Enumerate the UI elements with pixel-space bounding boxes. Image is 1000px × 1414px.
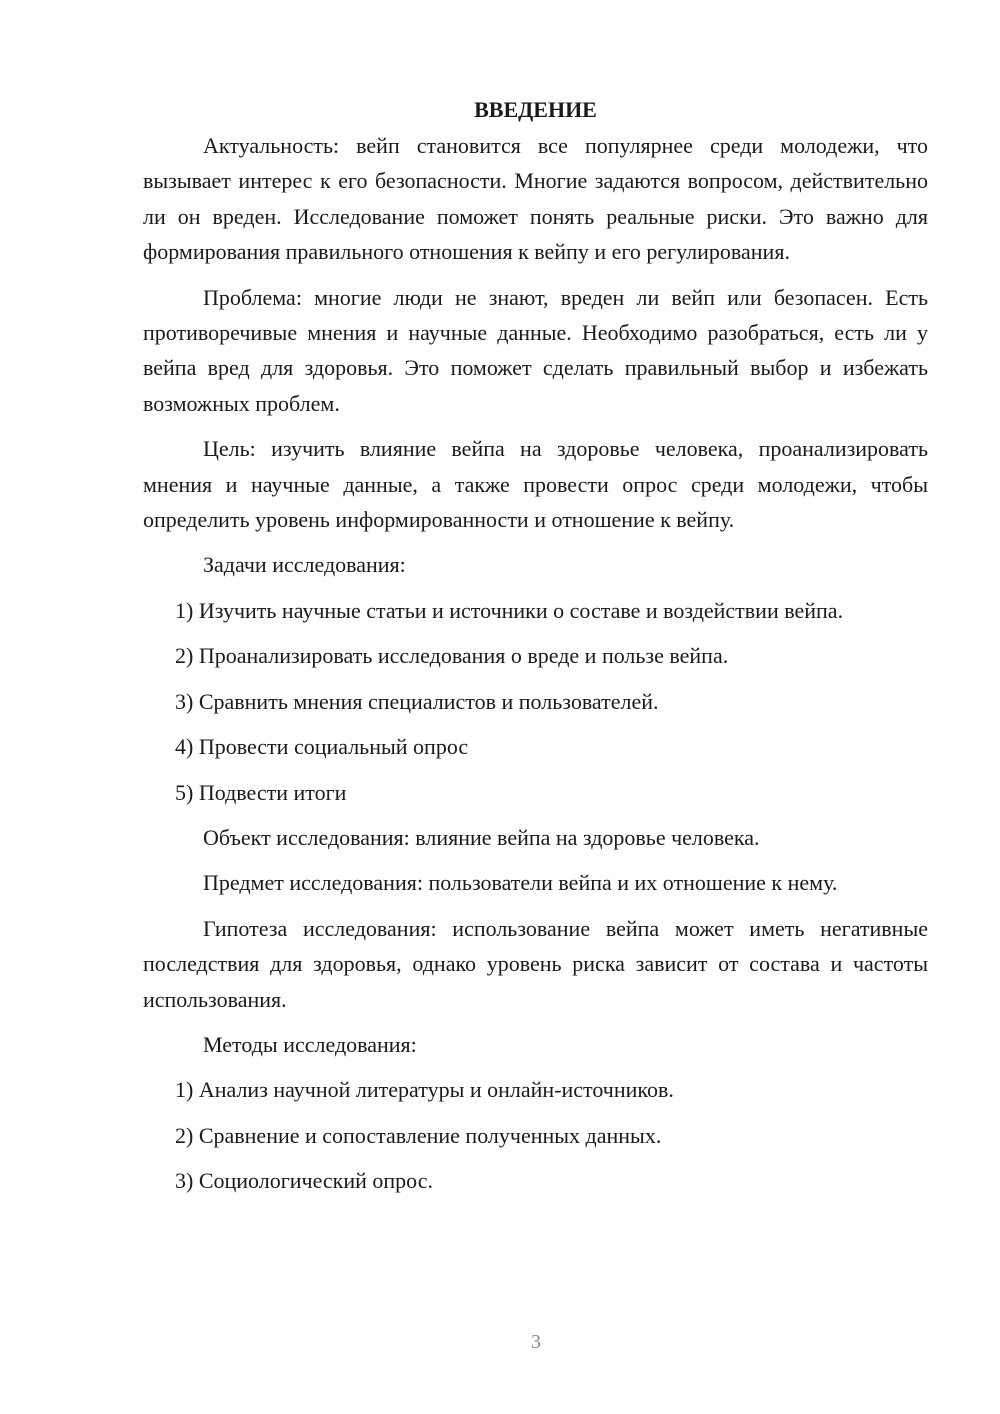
methods-heading: Методы исследования:: [203, 1031, 417, 1057]
method-item: 2) Сравнение и сопоставление полученных данных.: [175, 1122, 662, 1148]
goal-paragraph: Цель: изучить влияние вейпа на здоровье человека, проанализировать мнения и научные данные, а также провести опрос среди молодежи, чтобы определить уровень информированности и отношение к вейпу.: [143, 436, 928, 533]
method-item: 3) Социологический опрос.: [175, 1168, 433, 1194]
document-page: [143, 92, 928, 1209]
research-object: Объект исследования: влияние вейпа на здоровье человека.: [203, 824, 760, 850]
section-title: ВВЕДЕНИЕ: [474, 97, 597, 122]
task-item: 3) Сравнить мнения специалистов и пользователей.: [175, 688, 659, 714]
task-item: 5) Подвести итоги: [175, 779, 347, 805]
method-item: 1) Анализ научной литературы и онлайн-источников.: [175, 1077, 674, 1103]
tasks-heading: Задачи исследования:: [203, 552, 406, 578]
problem-paragraph: Проблема: многие люди не знают, вреден ли вейп или безопасен. Есть противоречивые мнения и научные данные. Необходимо разобраться, есть ли у вейпа вред для здоровья. Это поможет сделать правильный выбор и избежать возможных проблем.: [143, 284, 928, 416]
task-item: 2) Проанализировать исследования о вреде и пользе вейпа.: [175, 643, 729, 669]
research-subject: Предмет исследования: пользователи вейпа и их отношение к нему.: [203, 870, 838, 896]
task-item: 1) Изучить научные статьи и источники о составе и воздействии вейпа.: [175, 597, 844, 623]
hypothesis-paragraph: Гипотеза исследования: использование вейпа может иметь негативные последствия для здоровья, однако уровень риска зависит от состава и частоты использования.: [143, 915, 928, 1012]
task-item: 4) Провести социальный опрос: [175, 734, 469, 760]
relevance-paragraph: Актуальность: вейп становится все популярнее среди молодежи, что вызывает интерес к его безопасности. Многие задаются вопросом, действительно ли он вреден. Исследование поможет понять реальные риски. Это важно для формирования правильного отношения к вейпу и его регулирования.: [143, 133, 928, 265]
page-number: 3: [531, 1331, 541, 1353]
